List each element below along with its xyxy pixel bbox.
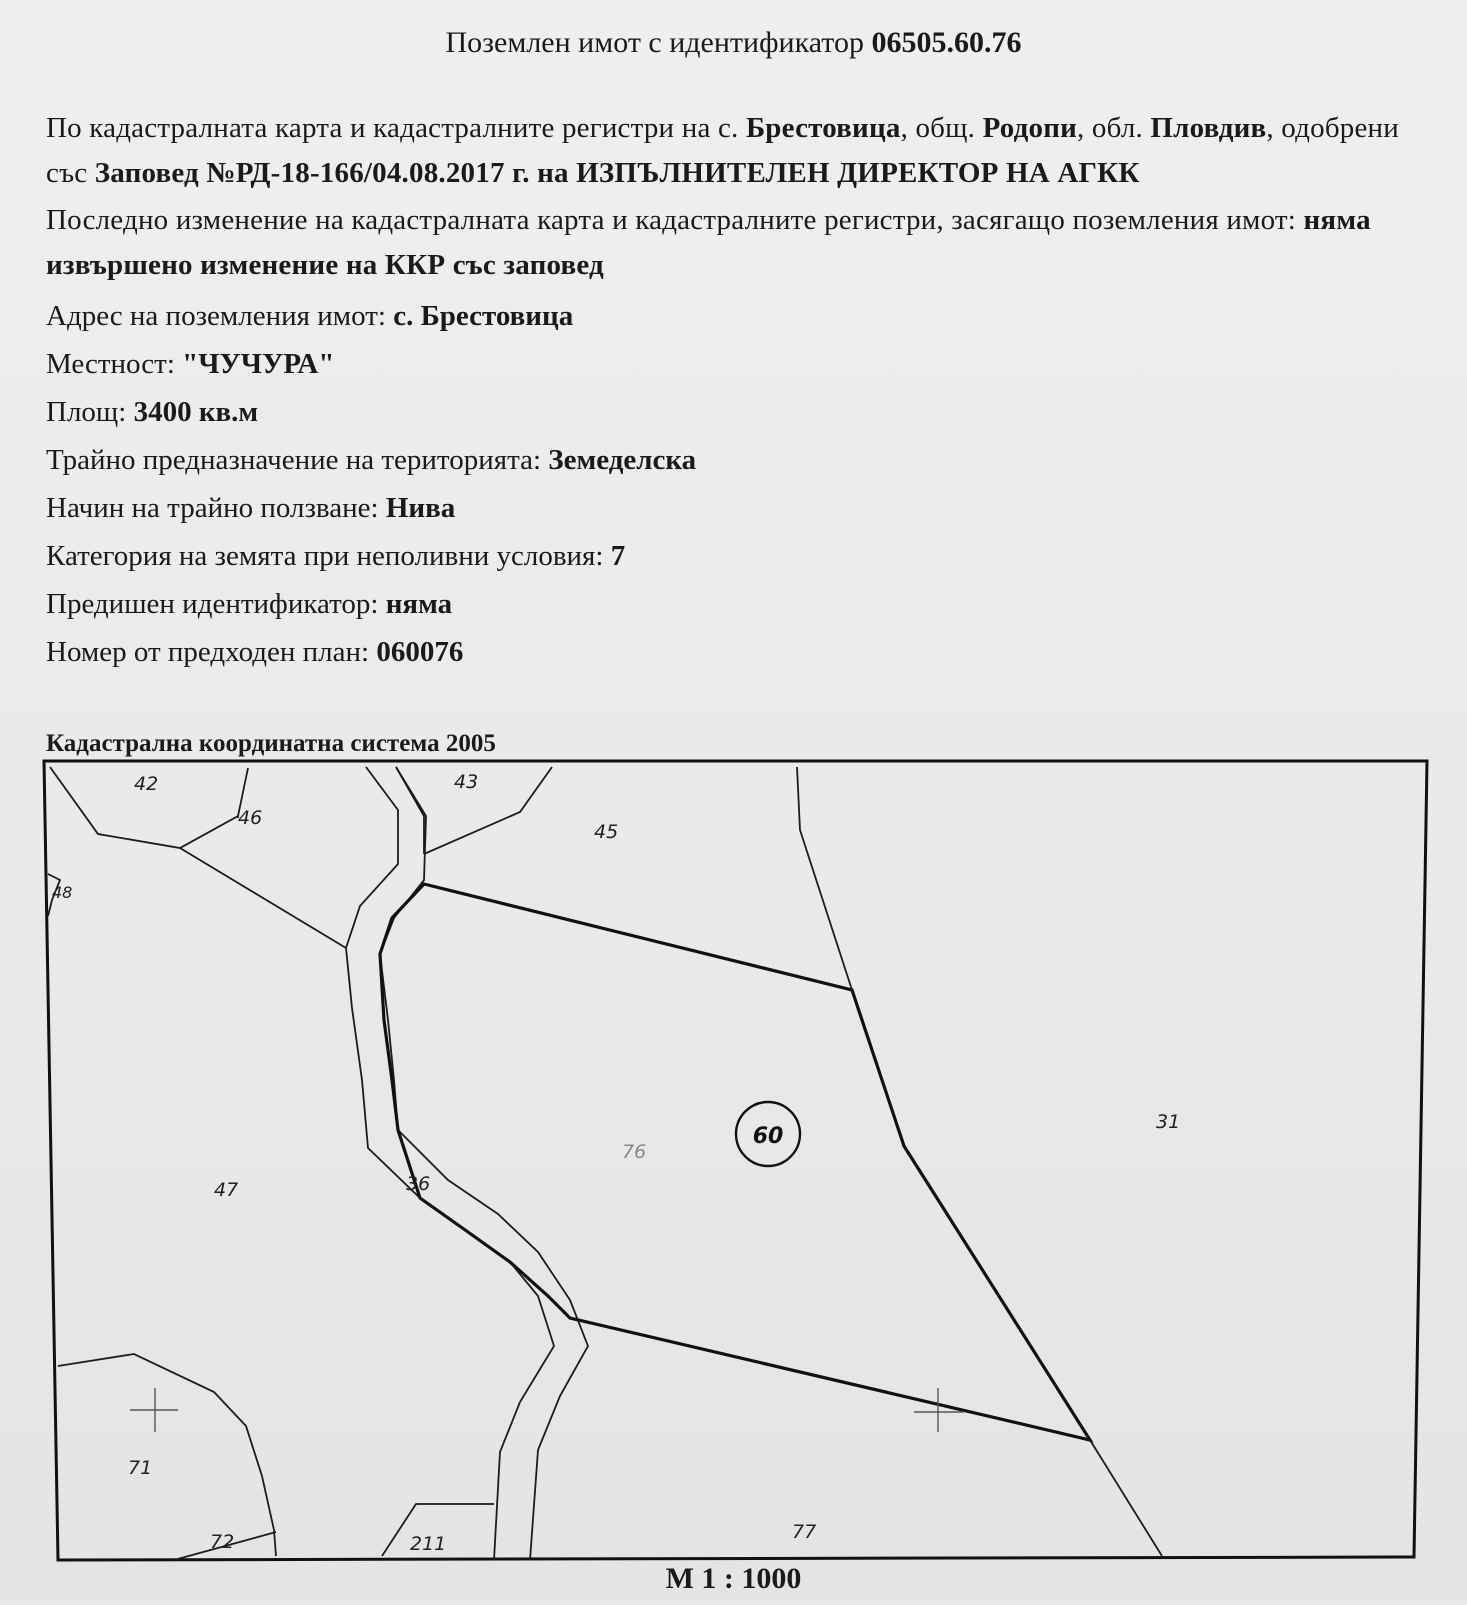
parcel-label-72: 72: [210, 1531, 235, 1553]
parcel-label-45: 45: [594, 821, 619, 843]
parcel-label-77: 77: [792, 1521, 817, 1543]
field-value: 060076: [376, 636, 464, 668]
parcel-label-48: 48: [52, 883, 73, 902]
survey-crosshairs: [130, 1388, 964, 1432]
parcel-76-boundary: [380, 884, 1090, 1440]
parcel-labels: [52, 771, 1180, 1555]
parcel-label-42: 42: [134, 773, 159, 795]
municipality-name: Родопи: [982, 112, 1078, 144]
title-prefix: Поземлен имот с идентификатор: [445, 26, 864, 59]
block-number: 60: [752, 1124, 784, 1149]
field-label: Адрес на поземления имот:: [46, 300, 394, 332]
field-value: Земеделска: [548, 444, 697, 476]
parcel-label-31: 31: [1156, 1111, 1181, 1133]
map-scale: М 1 : 1000: [665, 1562, 802, 1595]
intro-text: , обл.: [1077, 112, 1151, 144]
parcel-label-43: 43: [454, 771, 479, 793]
field-value: с. Брестовица: [393, 300, 574, 332]
field-label: Номер от предходен план:: [46, 636, 377, 668]
intro-text: , одобрени със: [46, 112, 1399, 189]
parcel-label-76: 76: [622, 1141, 647, 1163]
field-label: Начин на трайно ползване:: [46, 492, 386, 524]
field-value: няма: [385, 588, 453, 620]
field-value: "ЧУЧУРА": [182, 348, 335, 380]
last-change-value: няма извършено изменение на ККР със заповед: [46, 204, 1371, 281]
field-label: Площ:: [46, 396, 134, 428]
village-name: Брестовица: [745, 112, 901, 144]
parcel-identifier: 06505.60.76: [871, 26, 1022, 59]
field-value: 3400 кв.м: [133, 396, 259, 428]
parcel-label-47: 47: [214, 1179, 239, 1201]
intro-text: , общ.: [900, 112, 983, 144]
field-value: Нива: [385, 492, 456, 524]
field-label: Категория на земята при неполивни условия:: [46, 540, 611, 572]
region-name: Пловдив: [1150, 112, 1267, 144]
last-change-label: Последно изменение на кадастралната карта и кадастралните регистри, засягащо поземления имот:: [46, 204, 1304, 236]
parcel-label-71: 71: [128, 1457, 153, 1479]
parcel-label-211: 211: [410, 1533, 447, 1555]
field-label: Трайно предназначение на територията:: [46, 444, 549, 476]
field-label: Местност:: [46, 348, 183, 380]
field-label: Предишен идентификатор:: [46, 588, 386, 620]
approval-order: Заповед №РД-18-166/04.08.2017 г. на ИЗПЪЛНИТЕЛЕН ДИРЕКТОР НА АГКК: [94, 157, 1140, 189]
field-value: 7: [610, 540, 626, 572]
parcel-label-46: 46: [238, 807, 263, 829]
coordinate-system-title: Кадастрална координатна система 2005: [46, 730, 496, 757]
parcel-boundaries: [48, 767, 1162, 1560]
intro-text: По кадастралната карта и кадастралните регистри на с.: [46, 112, 746, 144]
parcel-label-36: 36: [406, 1173, 431, 1195]
